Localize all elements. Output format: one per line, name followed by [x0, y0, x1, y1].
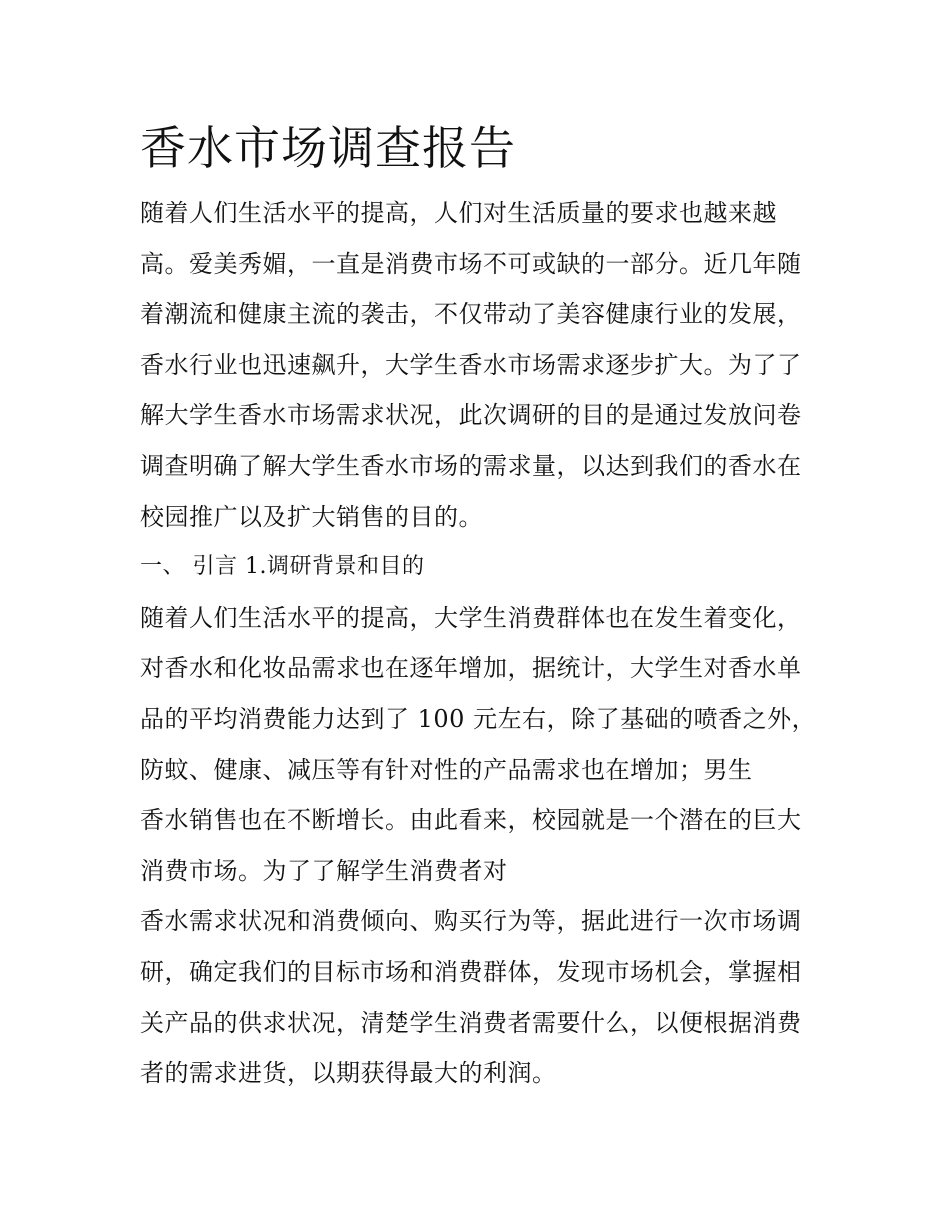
body-line: 随着人们生活水平的提高，大学生消费群体也在发生着变化， — [140, 603, 802, 632]
body-line: 者的需求进货，以期获得最大的利润。 — [140, 1059, 557, 1088]
body-line: 高。爱美秀媚，一直是消费市场不可或缺的一部分。近几年随 — [140, 249, 802, 278]
section-heading: 一、 引言 1.调研背景和目的 — [140, 554, 425, 580]
body-line: 随着人们生活水平的提高，人们对生活质量的要求也越来越 — [140, 199, 777, 227]
body-line: 香水行业也迅速飙升，大学生香水市场需求逐步扩大。为了了 — [140, 350, 802, 379]
body-line: 品的平均消费能力达到了 100 元左右，除了基础的喷香之外， — [140, 704, 817, 733]
body-line: 调查明确了解大学生香水市场的需求量，以达到我们的香水在 — [140, 451, 802, 480]
body-line: 香水销售也在不断增长。由此看来，校园就是一个潜在的巨大 — [140, 806, 802, 835]
body-line: 香水需求状况和消费倾向、购买行为等，据此进行一次市场调 — [140, 907, 802, 936]
body-line: 关产品的供求状况，清楚学生消费者需要什么，以便根据消费 — [140, 1008, 802, 1037]
body-line: 校园推广以及扩大销售的目的。 — [140, 502, 483, 531]
document-page — [140, 112, 820, 1099]
document-title: 香水市场调查报告 — [140, 121, 516, 175]
body-line: 防蚊、健康、减压等有针对性的产品需求也在增加；男生 — [140, 755, 753, 784]
body-line: 消费市场。为了了解学生消费者对 — [140, 856, 508, 885]
body-line: 解大学生香水市场需求状况，此次调研的目的是通过发放问卷 — [140, 401, 802, 430]
body-line: 研，确定我们的目标市场和消费群体，发现市场机会，掌握相 — [140, 957, 802, 986]
body-line: 对香水和化妆品需求也在逐年增加，据统计，大学生对香水单 — [140, 654, 802, 683]
body-line: 着潮流和健康主流的袭击，不仅带动了美容健康行业的发展， — [140, 300, 802, 329]
